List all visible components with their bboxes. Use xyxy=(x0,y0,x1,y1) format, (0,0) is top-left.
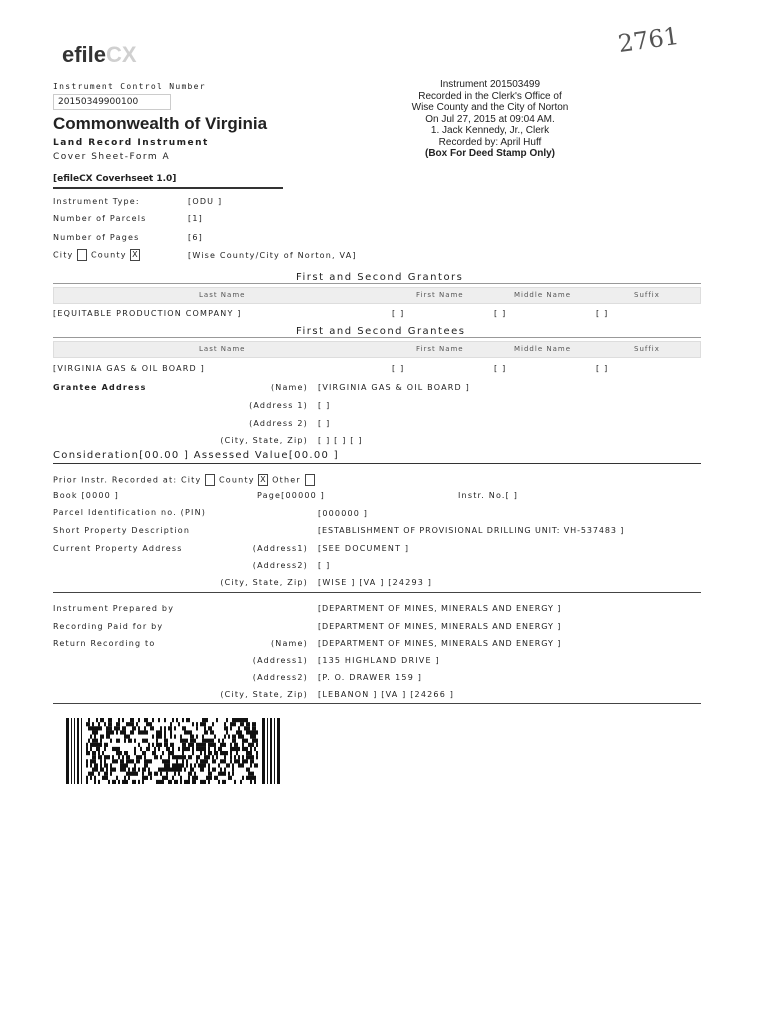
stamp-line: 1. Jack Kennedy, Jr., Clerk xyxy=(430,125,550,136)
logo-main: efile xyxy=(62,42,107,67)
grantee-addr1-label: (Address 1) xyxy=(249,401,308,410)
coversheet-underline xyxy=(53,187,283,189)
page-title: Commonwealth of Virginia xyxy=(53,114,268,133)
paid-value: [DEPARTMENT OF MINES, MINERALS AND ENERGY ] xyxy=(318,622,562,631)
prior-city-label: City xyxy=(180,475,202,485)
return-addr2-value: [P. O. DRAWER 159 ] xyxy=(318,673,423,682)
county-label: County xyxy=(90,250,127,260)
efile-logo xyxy=(62,42,137,68)
subtitle-cover-sheet: Cover Sheet-Form A xyxy=(53,152,171,162)
prior-county-checkbox[interactable]: X xyxy=(260,475,267,484)
col-last-name: Last Name xyxy=(199,345,246,353)
instrument-control-label: Instrument Control Number xyxy=(53,82,206,91)
recording-stamp xyxy=(380,79,600,160)
return-name-value: [DEPARTMENT OF MINES, MINERALS AND ENERGY ] xyxy=(318,639,562,648)
property-csz-value: [WISE ] [VA ] [24293 ] xyxy=(318,578,433,587)
instrument-control-number: 20150349900100 xyxy=(53,94,171,110)
return-addr1-label: (Address1) xyxy=(252,656,308,665)
property-addr2-value: [ ] xyxy=(318,561,331,570)
property-addr2-label: (Address2) xyxy=(252,561,308,570)
property-address-label: Current Property Address xyxy=(53,544,183,553)
parcels-value: [1] xyxy=(188,214,203,223)
pdf417-barcode xyxy=(66,718,282,784)
return-addr2-label: (Address2) xyxy=(252,673,308,682)
col-suffix: Suffix xyxy=(634,345,660,353)
divider xyxy=(53,283,701,284)
return-addr1-value: [135 HIGHLAND DRIVE ] xyxy=(318,656,440,665)
grantor-middle: [ ] xyxy=(494,309,507,318)
instrument-type-value: [ODU ] xyxy=(188,197,223,206)
grantee-first: [ ] xyxy=(392,364,405,373)
grantees-title: First and Second Grantees xyxy=(296,326,466,337)
grantee-addr2-label: (Address 2) xyxy=(249,419,308,428)
return-csz-value: [LEBANON ] [VA ] [24266 ] xyxy=(318,690,455,699)
logo-suffix: CX xyxy=(106,42,137,67)
grantors-header xyxy=(53,287,701,304)
pin-label: Parcel Identification no. (PIN) xyxy=(53,508,207,517)
stamp-line: Instrument 201503499 xyxy=(439,79,541,90)
col-last-name: Last Name xyxy=(199,291,246,299)
prior-other-checkbox[interactable] xyxy=(305,474,315,486)
jurisdiction-value: [Wise County/City of Norton, VA] xyxy=(188,251,357,260)
grantor-suffix: [ ] xyxy=(596,309,609,318)
grantor-first: [ ] xyxy=(392,309,405,318)
grantee-middle: [ ] xyxy=(494,364,507,373)
grantor-last: [EQUITABLE PRODUCTION COMPANY ] xyxy=(53,309,242,318)
pin-value: [000000 ] xyxy=(318,509,369,518)
divider xyxy=(53,703,701,704)
grantee-addr2-value: [ ] xyxy=(318,419,331,428)
book-field: Book [0000 ] xyxy=(53,491,119,500)
handwritten-note: 2761 xyxy=(616,21,681,59)
desc-label: Short Property Description xyxy=(53,526,191,535)
consideration-line: Consideration[00.00 ] Assessed Value[00.00 ] xyxy=(53,450,339,461)
grantors-title: First and Second Grantors xyxy=(296,272,464,283)
grantee-suffix: [ ] xyxy=(596,364,609,373)
stamp-line: Wise County and the City of Norton xyxy=(411,102,569,113)
col-first-name: First Name xyxy=(416,291,464,299)
prior-label: Prior Instr. Recorded at: xyxy=(53,475,178,485)
col-middle-name: Middle Name xyxy=(514,291,571,299)
prior-row xyxy=(53,474,315,486)
property-csz-label: (City, State, Zip) xyxy=(220,578,308,587)
grantee-addr1-value: [ ] xyxy=(318,401,331,410)
prepared-label: Instrument Prepared by xyxy=(53,604,175,613)
grantee-name-value: [VIRGINIA GAS & OIL BOARD ] xyxy=(318,383,470,392)
page-field: Page[00000 ] xyxy=(257,491,326,500)
county-checkbox[interactable]: X xyxy=(132,250,139,259)
stamp-line: On Jul 27, 2015 at 09:04 AM. xyxy=(425,113,555,125)
grantee-last: [VIRGINIA GAS & OIL BOARD ] xyxy=(53,364,205,373)
divider xyxy=(53,463,701,464)
grantee-address-label: Grantee Address xyxy=(53,383,147,392)
instr-field: Instr. No.[ ] xyxy=(458,491,519,500)
city-label: City xyxy=(53,250,74,260)
parcels-label: Number of Parcels xyxy=(53,214,147,223)
prepared-value: [DEPARTMENT OF MINES, MINERALS AND ENERGY ] xyxy=(318,604,562,613)
city-checkbox[interactable] xyxy=(77,249,87,261)
coversheet-label: [efileCX Coverhseet 1.0] xyxy=(53,174,177,184)
divider xyxy=(53,337,701,338)
grantee-csz-value: [ ] [ ] [ ] xyxy=(318,436,363,445)
col-suffix: Suffix xyxy=(634,291,660,299)
prior-city-checkbox[interactable] xyxy=(205,474,215,486)
divider xyxy=(53,592,701,593)
desc-value: [ESTABLISHMENT OF PROVISIONAL DRILLING UNIT: VH-537483 ] xyxy=(318,526,625,535)
return-csz-label: (City, State, Zip) xyxy=(220,690,308,699)
pages-label: Number of Pages xyxy=(53,233,140,242)
pages-value: [6] xyxy=(188,233,203,242)
property-addr1-label: (Address1) xyxy=(252,544,308,553)
grantee-csz-label: (City, State, Zip) xyxy=(220,436,308,445)
stamp-line: Recorded by: April Huff xyxy=(438,136,542,148)
return-name-label: (Name) xyxy=(270,639,308,648)
paid-label: Recording Paid for by xyxy=(53,622,164,631)
col-first-name: First Name xyxy=(416,345,464,353)
instrument-type-label: Instrument Type: xyxy=(53,197,140,206)
subtitle-land-record: Land Record Instrument xyxy=(53,138,209,148)
property-addr1-value: [SEE DOCUMENT ] xyxy=(318,544,410,553)
prior-county-label: County xyxy=(218,475,255,485)
return-label: Return Recording to xyxy=(53,639,156,648)
grantee-name-label: (Name) xyxy=(270,383,308,392)
stamp-line: (Box For Deed Stamp Only) xyxy=(424,148,555,159)
prior-other-label: Other xyxy=(272,475,301,485)
city-county-row xyxy=(53,249,140,261)
grantees-header xyxy=(53,341,701,358)
col-middle-name: Middle Name xyxy=(514,345,571,353)
stamp-line: Recorded in the Clerk's Office of xyxy=(418,90,562,102)
